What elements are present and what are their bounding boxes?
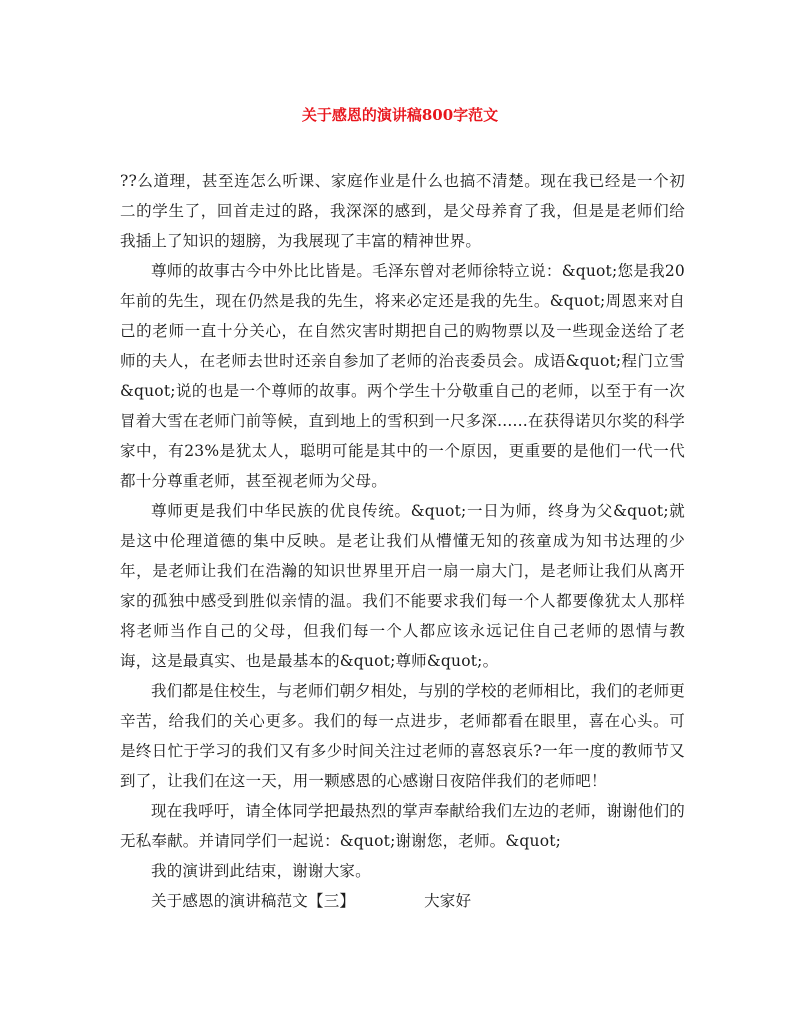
paragraph-3: 尊师更是我们中华民族的优良传统。&quot;一日为师，终身为父&quot;就是这中伦理道德的集中反映。是老让我们从懵懂无知的孩童成为知书达理的少年，是老师让我们在浩瀚的知识世界里开启一扇一扇大门，是老师让我们从离开家的孤独中感受到胜似亲情的温。我们不能要求我们每一个人都要像犹太人那样将老师当作自己的父母，但我们每一个人都应该永远记住自己老师的恩情与教诲，这是最真实、也是最基本的&quot;尊师&quot;。 <box>120 502 685 670</box>
paragraph-4: 我们都是住校生，与老师们朝夕相处，与别的学校的老师相比，我们的老师更辛苦，给我们的关心更多。我们的每一点进步，老师都看在眼里，喜在心头。可是终日忙于学习的我们又有多少时间关注过老师的喜怒哀乐?一年一度的教师节又到了，让我们在这一天，用一颗感恩的心感谢日夜陪伴我们的老师吧！ <box>120 682 685 790</box>
document-title: 关于感恩的演讲稿800字范文 <box>301 106 499 124</box>
paragraph-1: ??么道理，甚至连怎么听课、家庭作业是什么也搞不清楚。现在我已经是一个初二的学生了，回首走过的路，我深深的感到，是父母养育了我，但是是老师们给我插上了知识的翅膀，为我展现了丰富的精神世界。 <box>120 172 685 250</box>
document-body <box>120 166 685 916</box>
closing-greeting: 大家好 <box>424 892 472 910</box>
paragraph-6: 我的演讲到此结束，谢谢大家。 <box>151 862 371 880</box>
closing-line <box>120 886 685 916</box>
paragraph-5: 现在我呼吁，请全体同学把最热烈的掌声奉献给我们左边的老师，谢谢他们的无私奉献。并请同学们一起说：&quot;谢谢您，老师。&quot; <box>120 802 685 850</box>
paragraph-2: 尊师的故事古今中外比比皆是。毛泽东曾对老师徐特立说：&quot;您是我20年前的先生，现在仍然是我的先生，将来必定还是我的先生。&quot;周恩来对自己的老师一直十分关心，在自然灾害时期把自己的购物票以及一些现金送给了老师的夫人，在老师去世时还亲自参加了老师的治丧委员会。成语&quot;程门立雪&quot;说的也是一个尊师的故事。两个学生十分敬重自己的老师，以至于有一次冒着大雪在老师门前等候，直到地上的雪积到一尺多深......在获得诺贝尔奖的科学家中，有23%是犹太人，聪明可能是其中的一个原因，更重要的是他们一代一代都十分尊重老师，甚至视老师为父母。 <box>120 262 685 490</box>
closing-heading: 关于感恩的演讲稿范文【三】 <box>151 892 356 910</box>
